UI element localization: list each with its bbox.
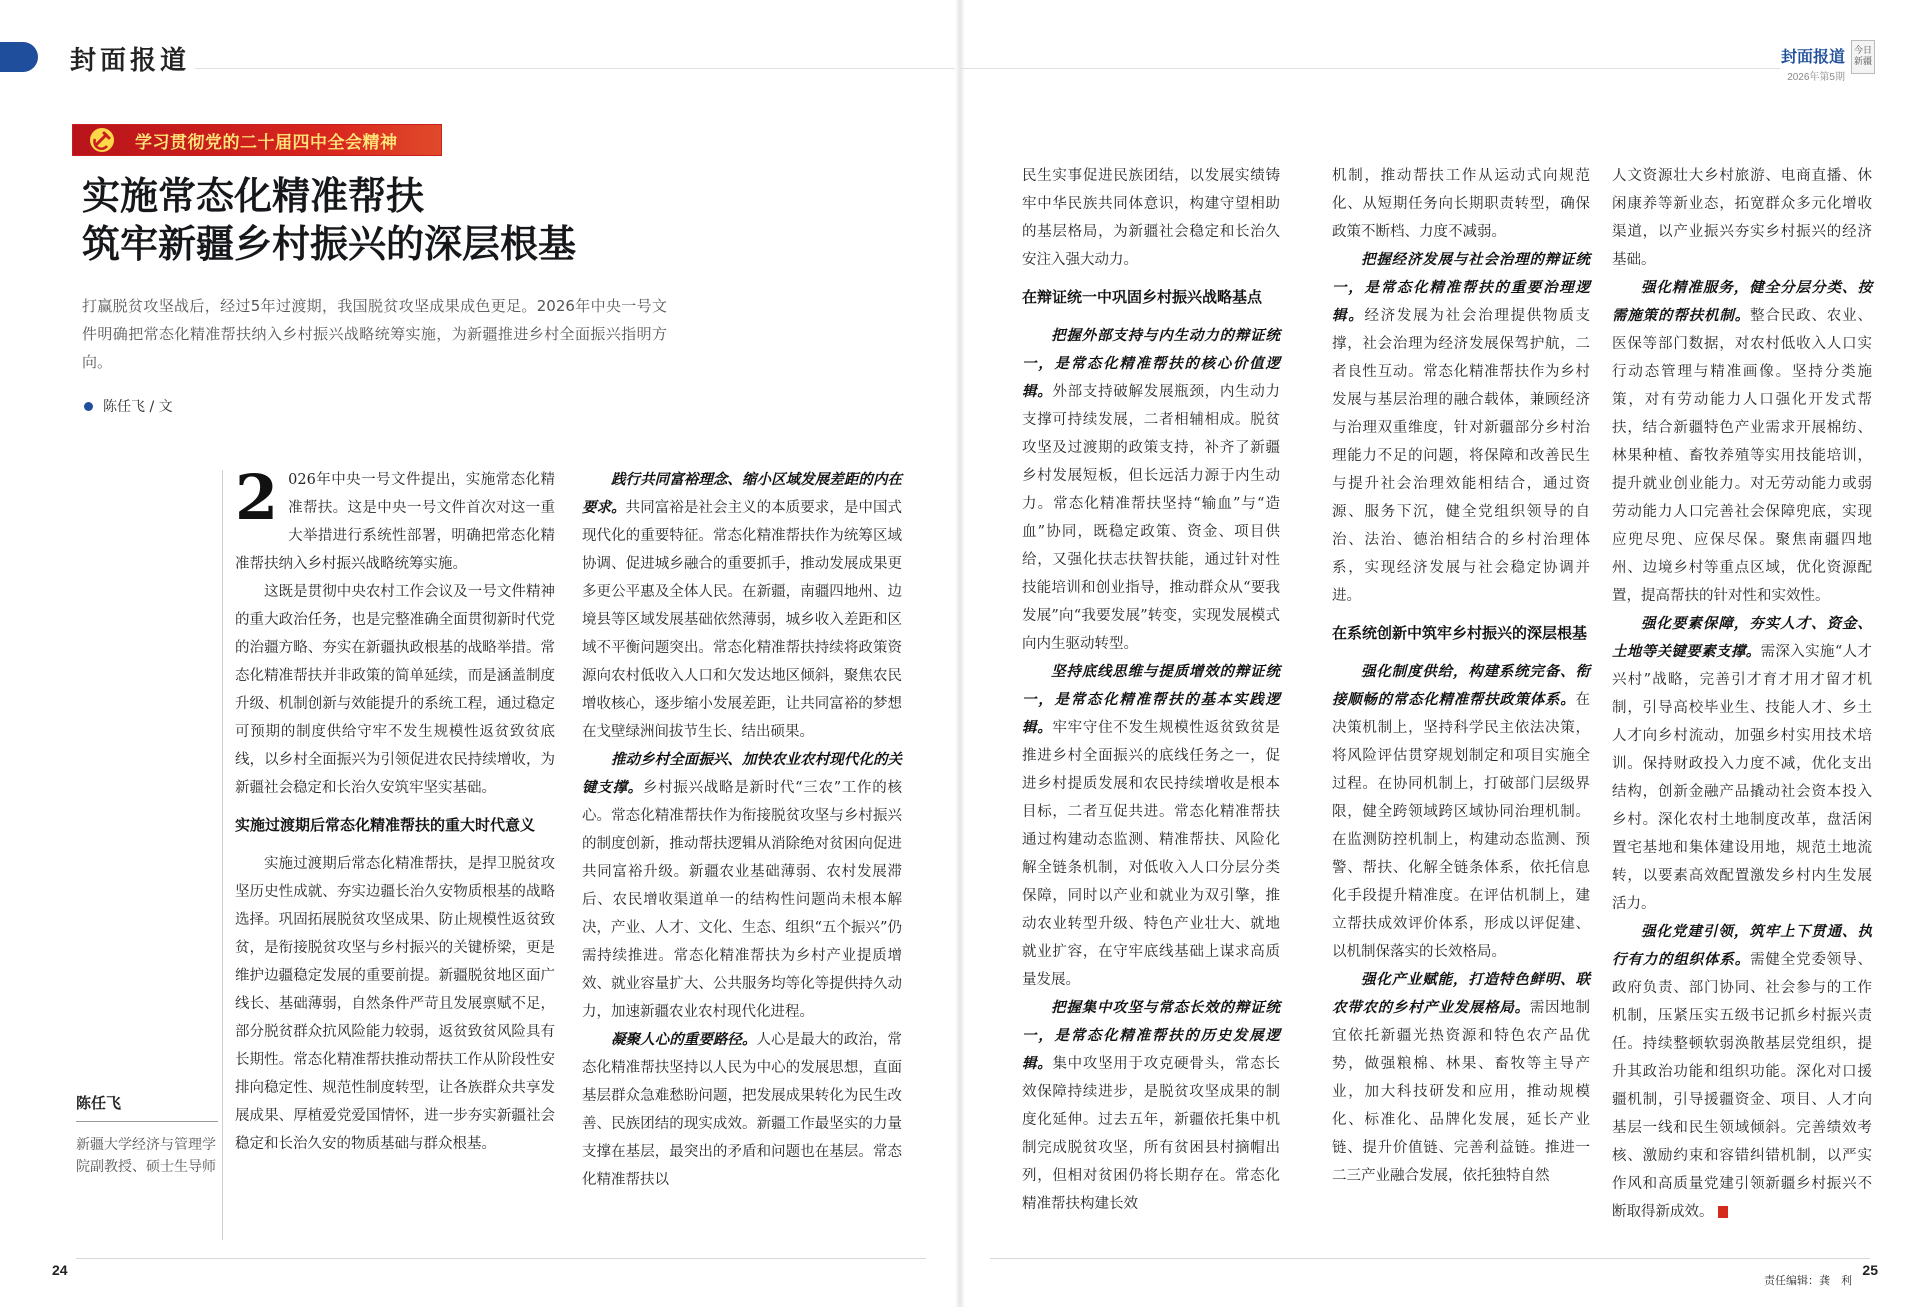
byline-text: 陈任飞 / 文 bbox=[103, 399, 173, 415]
paragraph: 实施过渡期后常态化精准帮扶，是捍卫脱贫攻坚历史性成就、夯实边疆长治久安物质根基的战略选择。巩固拓展脱贫攻坚成果、防止规模性返贫致贫，是衔接脱贫攻坚与乡村振兴的关键桥梁，更是维护边疆稳定发展的重要前提。新疆脱贫地区面广线长、基础薄弱，自然条件严苛且发展禀赋不足，部分脱贫群众抗风险能力较弱，返贫致贫风险具有长期性。常态化精准帮扶推动帮扶工作从阶段性安排向稳定性、规范性制度转型，让各族群众共享发展成果、厚植爱党爱国情怀，进一步夯实新疆社会稳定和长治久安的物质基础与群众根基。 bbox=[235, 856, 555, 1152]
footer-rule bbox=[76, 1258, 926, 1259]
text-column-1 bbox=[235, 461, 555, 1158]
paragraph bbox=[582, 466, 902, 746]
subheading: 在辩证统一中巩固乡村振兴战略基点 bbox=[1022, 288, 1263, 306]
end-mark-icon bbox=[1718, 1206, 1728, 1218]
paragraph bbox=[1022, 322, 1280, 658]
text-column-4 bbox=[1332, 162, 1590, 1190]
section-tab-marker bbox=[0, 42, 38, 72]
paragraph bbox=[582, 746, 902, 1026]
paragraph-body: 共同富裕是社会主义的本质要求，是中国式现代化的重要特征。常态化精准帮扶作为统筹区域协调、促进城乡融合的重要抓手，推动发展成果更多更公平惠及全体人民。在新疆，南疆四地州、边境县等区域发展基础依然薄弱，城乡收入差距和区域不平衡问题突出。常态化精准帮扶持续将政策资源向农村低收入人口和欠发达地区倾斜，聚焦农民增收核心，逐步缩小发展差距，让共同富裕的梦想在戈壁绿洲间拔节生长、结出硕果。 bbox=[582, 500, 903, 740]
header-rule bbox=[960, 68, 1780, 69]
paragraph-lead: 践行共同富裕理念、缩小区域发展差距的内在要求。 bbox=[582, 471, 902, 516]
paragraph: 026年中央一号文件提出，实施常态化精准帮扶。这是中央一号文件首次对这一重大举措进行系统性部署，明确把常态化精准帮扶纳入乡村振兴战略统筹实施。 bbox=[235, 472, 555, 572]
paragraph-body: 乡村振兴战略是新时代“三农”工作的核心。常态化精准帮扶作为衔接脱贫攻坚与乡村振兴的制度创新，推动帮扶逻辑从消除绝对贫困向促进共同富裕升级。新疆农业基础薄弱、农村发展滞后、农民增收渠道单一的结构性问题尚未根本解决，产业、人才、文化、生态、组织“五个振兴”仍需持续推进。常态化精准帮扶为乡村产业提质增效、就业容量扩大、公共服务均等化等提供持久动力，加速新疆农业农村现代化进程。 bbox=[582, 780, 902, 1020]
title-line-2: 筑牢新疆乡村振兴的深层根基 bbox=[82, 222, 577, 266]
paragraph bbox=[1332, 658, 1590, 966]
subheading: 实施过渡期后常态化精准帮扶的重大时代意义 bbox=[235, 816, 536, 834]
right-page bbox=[960, 0, 1920, 1307]
paragraph bbox=[582, 1026, 902, 1194]
text-column-3 bbox=[1022, 162, 1280, 1218]
paragraph bbox=[1332, 246, 1590, 610]
paragraph-lead: 把握经济发展与社会治理的辩证统一，是常态化精准帮扶的重要治理逻辑。 bbox=[1332, 251, 1590, 324]
paragraph-body: 集中攻坚用于攻克硬骨头，常态长效保障持续进步，是脱贫攻坚成果的制度化延伸。过去五年，新疆依托集中机制完成脱贫攻坚，所有贫困县村摘帽出列，但相对贫困仍将长期存在。常态化精准帮扶构建长效 bbox=[1022, 1056, 1280, 1212]
paragraph-body: 人心是最大的政治，常态化精准帮扶坚持以人民为中心的发展思想，直面基层群众急难愁盼问题，把发展成果转化为民生改善、民族团结的现实成效。新疆工作最坚实的力量支撑在基层，最突出的矛盾和问题也在基层。常态化精准帮扶以 bbox=[582, 1032, 903, 1188]
paragraph: 人文资源壮大乡村旅游、电商直播、休闲康养等新业态，拓宽群众多元化增收渠道，以产业振兴夯实乡村振兴的经济基础。 bbox=[1612, 168, 1872, 268]
paragraph-lead: 坚持底线思维与提质增效的辩证统一，是常态化精准帮扶的基本实践逻辑。 bbox=[1022, 663, 1280, 736]
page-number-right: 25 bbox=[1862, 1262, 1878, 1278]
bullet-dot-icon bbox=[84, 402, 93, 411]
paragraph-body: 需因地制宜依托新疆光热资源和特色农产品优势，做强粮棉、林果、畜牧等主导产业，加大科技研发和应用，推动规模化、标准化、品牌化发展，延长产业链、提升价值链、完善利益链。推进一二三产业融合发展，依托独特自然 bbox=[1332, 1000, 1590, 1184]
paragraph bbox=[1022, 658, 1280, 994]
paragraph-lead: 强化制度供给，构建系统完备、衔接顺畅的常态化精准帮扶政策体系。 bbox=[1332, 663, 1590, 708]
paragraph-lead: 强化精准服务，健全分层分类、按需施策的帮扶机制。 bbox=[1612, 279, 1872, 324]
article-title bbox=[82, 172, 702, 268]
paragraph-lead: 推动乡村全面振兴、加快农业农村现代化的关键支撑。 bbox=[582, 751, 902, 796]
paragraph bbox=[1612, 274, 1872, 610]
author-name: 陈任飞 bbox=[76, 1092, 218, 1122]
theme-banner bbox=[72, 124, 442, 156]
paragraph-body: 需深入实施“人才兴村”战略，完善引才育才用才留才机制，引导高校毕业生、技能人才、乡土人才向乡村流动，加强乡村实用技术培训。保持财政投入力度不减，优化支出结构，创新金融产品撬动社会资本投入乡村。深化农村土地制度改革，盘活闲置宅基地和集体建设用地，规范土地流转，以要素高效配置激发乡村内生发展活力。 bbox=[1612, 644, 1872, 912]
magazine-header bbox=[1781, 44, 1845, 83]
paragraph-body: 外部支持破解发展瓶颈，内生动力支撑可持续发展，二者相辅相成。脱贫攻坚及过渡期的政策支持，补齐了新疆乡村发展短板，但长远活力源于内生动力。常态化精准帮扶坚持“输血”与“造血”协同，既稳定政策、资金、项目供给，又强化扶志扶智扶能，通过针对性技能培训和创业指导，推动群众从“要我发展”向“我要发展”转变，实现发展模式向内生驱动转型。 bbox=[1022, 384, 1280, 652]
issue-number: 2026年第5期 bbox=[1787, 72, 1845, 83]
banner-text: 学习贯彻党的二十届四中全会精神 bbox=[135, 132, 398, 153]
header-rule bbox=[195, 68, 955, 69]
page-number-left: 24 bbox=[52, 1262, 68, 1278]
paragraph bbox=[1022, 994, 1280, 1218]
paragraph bbox=[1612, 918, 1872, 1226]
paragraph-body: 在决策机制上，坚持科学民主依法决策，将风险评估贯穿规划制定和项目实施全过程。在协同机制上，打破部门层级界限，健全跨领域跨区域协同治理机制。在监测防控机制上，构建动态监测、预警、帮扶、化解全链条体系，依托信息化手段提升精准度。在评估机制上，建立帮扶成效评价体系，形成以评促建、以机制保落实的长效格局。 bbox=[1332, 692, 1590, 960]
section-name: 封面报道 bbox=[70, 46, 191, 76]
paragraph-body: 牢牢守住不发生规模性返贫致贫是推进乡村全面振兴的底线任务之一，促进乡村提质发展和农民持续增收是根本目标，二者互促共进。常态化精准帮扶通过构建动态监测、精准帮扶、风险化解全链条机制，对低收入人口分层分类保障，同时以产业和就业为双引擎，推动农业转型升级、特色产业壮大、就地就业扩容，在守牢底线基础上谋求高质量发展。 bbox=[1022, 720, 1280, 988]
paragraph-lead: 强化要素保障，夯实人才、资金、土地等关键要素支撑。 bbox=[1612, 615, 1872, 660]
hammer-sickle-icon bbox=[89, 127, 115, 153]
column-divider bbox=[222, 470, 223, 1240]
title-line-1: 实施常态化精准帮扶 bbox=[82, 174, 425, 218]
paragraph bbox=[1612, 610, 1872, 918]
article-lead: 打赢脱贫攻坚战后，经过5年过渡期，我国脱贫攻坚成果成色更足。2026年中央一号文件明确把常态化精准帮扶纳入乡村振兴战略统筹实施，为新疆推进乡村全面振兴指明方向。 bbox=[82, 297, 667, 371]
paragraph-lead: 把握集中攻坚与常态长效的辩证统一，是常态化精准帮扶的历史发展逻辑。 bbox=[1022, 999, 1280, 1072]
author-info bbox=[76, 1092, 218, 1178]
paragraph-lead: 强化党建引领，筑牢上下贯通、执行有力的组织体系。 bbox=[1612, 923, 1872, 968]
drop-cap: 2 bbox=[235, 461, 279, 534]
paragraph bbox=[1332, 966, 1590, 1190]
responsible-editor: 责任编辑：龚 利 bbox=[1764, 1274, 1852, 1287]
paragraph-lead: 凝聚人心的重要路径。 bbox=[611, 1031, 757, 1048]
paragraph-lead: 把握外部支持与内生动力的辩证统一，是常态化精准帮扶的核心价值逻辑。 bbox=[1022, 327, 1280, 400]
text-column-2 bbox=[582, 466, 902, 1194]
paragraph: 这既是贯彻中央农村工作会议及一号文件精神的重大政治任务，也是完整准确全面贯彻新时代党的治疆方略、夯实在新疆执政根基的战略举措。常态化精准帮扶并非政策的简单延续，而是涵盖制度升级、机制创新与效能提升的系统工程，通过稳定可预期的制度供给守牢不发生规模性返贫致贫底线，以乡村全面振兴为引领促进农民持续增收，为新疆社会稳定和长治久安筑牢坚实基础。 bbox=[235, 584, 555, 796]
magazine-badge: 今日新疆 bbox=[1851, 40, 1875, 74]
footer-rule bbox=[990, 1258, 1870, 1259]
paragraph-body: 经济发展为社会治理提供物质支撑，社会治理为经济发展保驾护航，二者良性互动。常态化精准帮扶作为乡村发展与基层治理的融合载体，兼顾经济与治理双重维度，针对新疆部分乡村治理能力不足的问题，将保障和改善民生与提升社会治理效能相结合，通过资源、服务下沉，健全党组织领导的自治、法治、德治相结合的乡村治理体系，实现经济发展与社会稳定协调并进。 bbox=[1332, 308, 1591, 604]
subheading: 在系统创新中筑牢乡村振兴的深层根基 bbox=[1332, 624, 1588, 642]
paragraph: 民生实事促进民族团结，以发展实绩铸牢中华民族共同体意识，构建守望相助的基层格局，为新疆社会稳定和长治久安注入强大动力。 bbox=[1022, 168, 1280, 268]
paragraph-lead: 强化产业赋能，打造特色鲜明、联农带农的乡村产业发展格局。 bbox=[1332, 971, 1590, 1016]
author-description: 新疆大学经济与管理学院副教授、硕士生导师 bbox=[76, 1137, 216, 1175]
magazine-section-name: 封面报道 bbox=[1780, 49, 1845, 66]
paragraph-body: 需健全党委领导、政府负责、部门协同、社会参与的工作机制，压紧压实五级书记抓乡村振兴责任。持续整顿软弱涣散基层党组织，提升其政治功能和组织功能。深化对口援疆机制，引导援疆资金、项目、人才向基层一线和民生领域倾斜。完善绩效考核、激励约束和容错纠错机制，以严实作风和高质量党建引领新疆乡村振兴不断取得新成效。 bbox=[1612, 952, 1872, 1220]
text-column-5 bbox=[1612, 162, 1872, 1226]
byline bbox=[84, 396, 173, 416]
paragraph: 机制，推动帮扶工作从运动式向规范化、从短期任务向长期职责转型，确保政策不断档、力度不减弱。 bbox=[1332, 168, 1590, 240]
paragraph-body: 整合民政、农业、医保等部门数据，对农村低收入人口实行动态管理与精准画像。坚持分类施策，对有劳动能力人口强化开发式帮扶，结合新疆特色产业需求开展棉纺、林果种植、畜牧养殖等实用技能培训，提升就业创业能力。对无劳动能力或弱劳动能力人口完善社会保障兜底，实现应兜尽兜、应保尽保。聚焦南疆四地州、边境乡村等重点区域，优化资源配置，提高帮扶的针对性和实效性。 bbox=[1612, 308, 1872, 604]
